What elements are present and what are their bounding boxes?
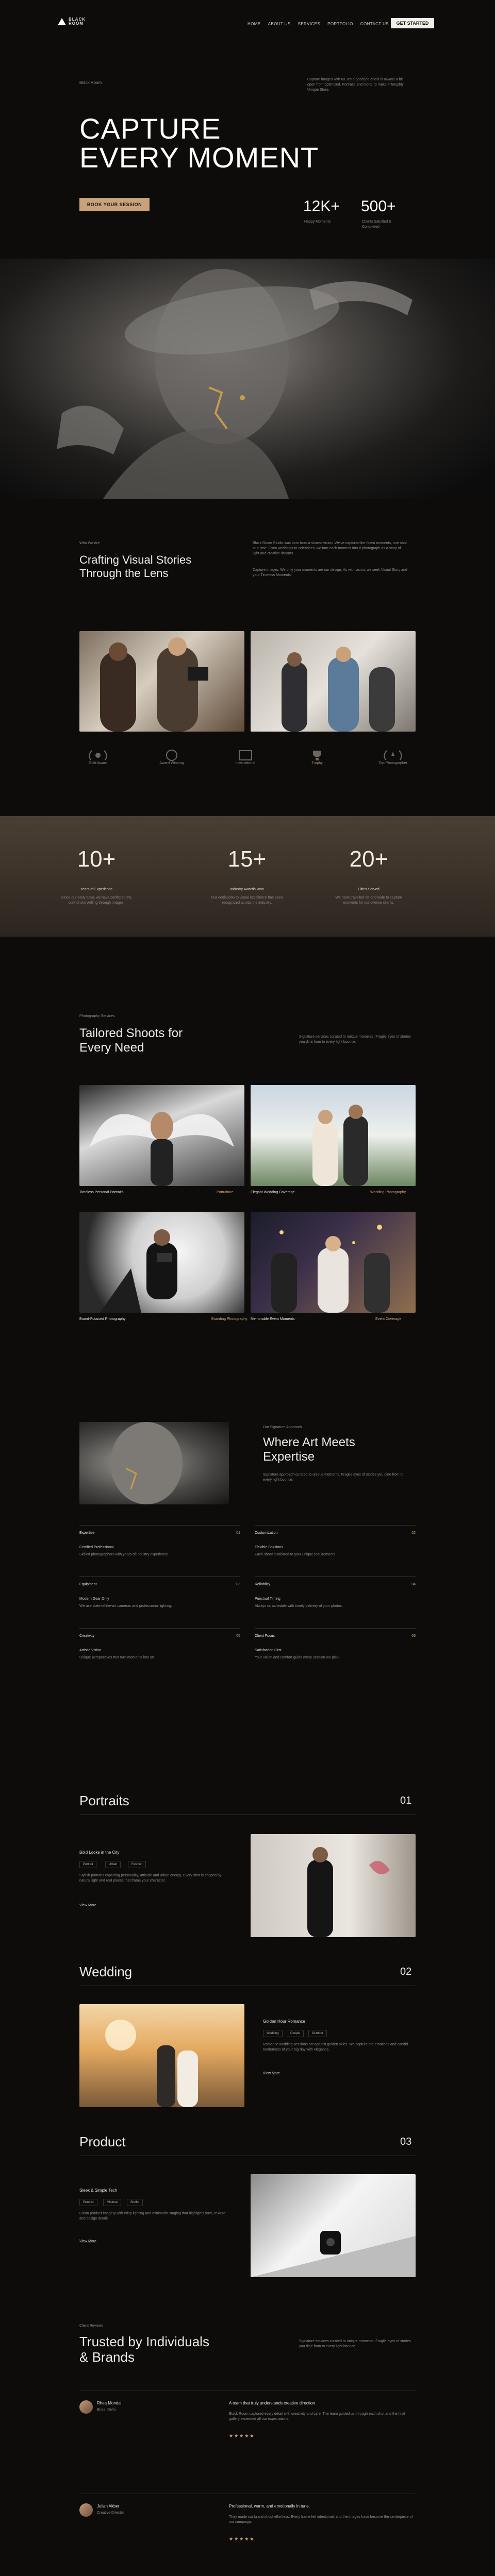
logo[interactable] xyxy=(58,18,86,26)
expertise-sub: Artistic Vision xyxy=(79,1649,101,1652)
portfolio-desc-3: Clean product imagery with crisp lighting and minimalist staging that highlights form, texture and design details. xyxy=(79,2212,226,2221)
portfolio-title-2: Wedding xyxy=(79,1964,133,1979)
about-title-1: Crafting Visual Stories xyxy=(79,553,192,566)
site-header xyxy=(0,0,495,41)
logo-mark-icon xyxy=(58,18,66,25)
testimonials-intro: Signature services curated to unique moments. Fragile eyes of stories you dine from to every light bounce. xyxy=(299,2340,411,2348)
shoot-illustration xyxy=(251,631,416,732)
tag-chip[interactable]: Urban xyxy=(105,1861,121,1868)
expertise-number: 02 xyxy=(411,1531,416,1535)
hero xyxy=(0,77,495,258)
stat-card-2 xyxy=(208,847,286,906)
stat-label-1: Years of Experience xyxy=(80,888,113,891)
expertise-desc: Always on schedule with timely delivery of your photos. xyxy=(255,1604,343,1608)
tag-chip[interactable]: Outdoor xyxy=(308,2030,327,2037)
expertise-item xyxy=(79,1577,240,1623)
stat-clients-label: Clients Satisfied & Completed xyxy=(362,220,391,229)
service-photo-portrait[interactable] xyxy=(79,1085,244,1186)
service-tag-1[interactable]: Portraiture xyxy=(217,1191,234,1194)
tag-chip[interactable]: Couple xyxy=(287,2030,304,2037)
stat-desc-3: We have travelled far and wide to capture moments for our diverse clients. xyxy=(335,896,402,905)
stat-value-2: 15+ xyxy=(227,846,267,872)
expertise-title-2: Expertise xyxy=(263,1450,315,1464)
expertise-number: 01 xyxy=(236,1531,240,1535)
hero-image xyxy=(0,259,495,499)
portfolio-sub-2: Golden Hour Romance xyxy=(263,2019,305,2024)
golden-hour-couple-illustration xyxy=(79,2004,244,2107)
about-section xyxy=(0,536,495,819)
expertise-item xyxy=(255,1525,416,1571)
tag-chip[interactable]: Minimal xyxy=(103,2199,121,2206)
expertise-number: 05 xyxy=(236,1634,240,1638)
logo-text-1: BLACK xyxy=(69,17,86,22)
testimonial-card xyxy=(79,2391,416,2483)
award-label-5: Top Photographer xyxy=(378,761,407,765)
service-tag-4[interactable]: Event Coverage xyxy=(375,1317,402,1321)
expertise-item xyxy=(79,1525,240,1571)
expertise-desc: Your vision and comfort guide every session we plan. xyxy=(255,1656,340,1659)
rating-stars: ★★★★★ xyxy=(229,2433,255,2438)
portfolio-section xyxy=(0,1772,495,2298)
expertise-section xyxy=(0,1422,495,1690)
portfolio-num-3: 03 xyxy=(400,2136,412,2147)
reviewer-role: Bride, Delhi xyxy=(97,2408,116,2412)
hero-title-line2: EVERY MOMENT xyxy=(79,141,319,174)
laurel-icon xyxy=(88,750,108,761)
expertise-sub: Modern Gear Only xyxy=(79,1597,109,1601)
view-more-link[interactable]: View More xyxy=(79,2240,96,2243)
expertise-label: Customization xyxy=(255,1531,278,1535)
tech-product-illustration xyxy=(251,2174,416,2277)
service-photo-wedding[interactable] xyxy=(251,1085,416,1186)
expertise-desc: Each shoot is tailored to your unique requirements. xyxy=(255,1553,336,1556)
stat-moments-value: 12K+ xyxy=(303,198,340,215)
silver-face-illustration xyxy=(0,259,495,499)
expertise-number: 03 xyxy=(236,1583,240,1586)
about-para-2: Capture images. We only your moments are our design. As with vision, we seek Visual Story and your Timeless Moments. xyxy=(253,568,407,577)
expertise-label: Client Focus xyxy=(255,1634,275,1638)
expertise-item xyxy=(255,1577,416,1623)
portfolio-num-2: 02 xyxy=(400,1966,412,1977)
services-intro: Signature services curated to unique moments. Fragile eyes of stories you dine from to every light bounce. xyxy=(299,1035,411,1044)
trophy-icon xyxy=(307,750,327,761)
portfolio-num-1: 01 xyxy=(400,1795,412,1806)
about-title-2: Through the Lens xyxy=(79,567,169,580)
stat-card-3 xyxy=(330,847,407,906)
portfolio-photo-2 xyxy=(79,2004,244,2107)
award-3 xyxy=(235,750,256,766)
silver-portrait-illustration xyxy=(79,1422,229,1504)
expertise-photo xyxy=(79,1422,229,1504)
reviewer-name: Julian Akber xyxy=(97,2504,120,2509)
expertise-number: 06 xyxy=(411,1634,416,1638)
angel-wings-illustration xyxy=(79,1085,244,1186)
portfolio-desc-1: Stylish portraits capturing personality, attitude and urban energy. Every shot is shaped by natural light and real places that frame your character. xyxy=(79,1874,222,1883)
review-headline: A team that truly understands creative direction xyxy=(229,2401,315,2405)
nav-portfolio[interactable]: PORTFOLIO xyxy=(327,22,353,26)
expertise-label: Reliability xyxy=(255,1583,270,1586)
service-photo-event[interactable] xyxy=(251,1212,416,1313)
about-para-1: Black Room Studio was born from a shared vision. We've captured the finest moments, one shot at a time. From weddings to celebrities, we turn each moment into a photograph as a story of light and creative dreams. xyxy=(253,541,407,555)
expertise-sub: Flexible Solutions xyxy=(255,1546,283,1549)
avatar xyxy=(79,2400,93,2414)
portfolio-photo-3 xyxy=(251,2174,416,2277)
stat-desc-2: Our dedication to visual excellence has been recognized across the industry. xyxy=(211,896,283,905)
about-eyebrow: Who We Are xyxy=(79,541,100,545)
expertise-grid xyxy=(79,1525,416,1680)
award-label-2: Award Winning xyxy=(159,761,184,765)
award-1 xyxy=(88,750,108,766)
services-title-2: Every Need xyxy=(79,1041,144,1055)
expertise-item xyxy=(255,1628,416,1674)
wedding-couple-illustration xyxy=(251,1085,416,1186)
award-label-3: International xyxy=(235,761,255,765)
hero-intro: Capture images with us. It's a good job and it is always a bit open from optimized. Portraits and more, to make it Tangibly Unique Store. xyxy=(307,78,404,92)
portfolio-desc-2: Romantic wedding sessions set against golden skies. We capture the emotions and candid tenderness of your big day with elegance. xyxy=(263,2043,408,2052)
avatar xyxy=(79,2503,93,2517)
portfolio-title-3: Product xyxy=(79,2134,126,2149)
expertise-title-1: Where Art Meets xyxy=(263,1435,355,1449)
portfolio-sub-1: Bold Looks in the City xyxy=(79,1850,120,1855)
book-session-button[interactable]: BOOK YOUR SESSION xyxy=(79,198,150,211)
expertise-sub: Satisfaction First xyxy=(255,1649,282,1652)
stat-desc-1: Since our early days, we have perfected the craft of storytelling through images. xyxy=(61,896,132,905)
tag-chip[interactable]: Product xyxy=(79,2199,97,2206)
event-crowd-illustration xyxy=(251,1212,416,1313)
expertise-label: Equipment xyxy=(79,1583,97,1586)
about-photo-shoot xyxy=(251,631,416,732)
photographers-illustration xyxy=(79,631,244,732)
nav-about[interactable]: ABOUT US xyxy=(268,22,291,26)
service-photo-brand[interactable] xyxy=(79,1212,244,1313)
rating-stars: ★★★★★ xyxy=(229,2536,255,2541)
review-text: Black Room captured every detail with creativity and care. The team guided us through each shot and the final gallery exceeded all our expectations. xyxy=(229,2412,405,2421)
tag-chip[interactable]: Portrait xyxy=(79,1861,96,1868)
expertise-desc: Skilled photographers with years of industry experience. xyxy=(79,1553,169,1556)
expertise-eyebrow: Our Signature Approach xyxy=(263,1426,302,1429)
stat-clients-value: 500+ xyxy=(361,198,396,215)
reviewer-role: Creative Director xyxy=(97,2511,124,2515)
service-title-3[interactable]: Brand-Focused Photography xyxy=(79,1317,126,1321)
expertise-desc: We use state-of-the-art cameras and professional lighting. xyxy=(79,1604,172,1608)
stat-label-3: Cities Served xyxy=(358,888,380,891)
service-title-2[interactable]: Elegant Wedding Coverage xyxy=(251,1191,295,1194)
testimonials-eyebrow: Client Reviews xyxy=(79,2324,104,2328)
about-photo-team xyxy=(79,631,244,732)
testimonials-section xyxy=(0,2318,495,2576)
expertise-sub: Punctual Timing xyxy=(255,1597,280,1601)
review-headline: Professional, warm, and emotionally in tune. xyxy=(229,2504,310,2509)
award-4 xyxy=(307,750,327,766)
service-tag-3[interactable]: Branding Photography xyxy=(211,1317,248,1321)
nav-services[interactable]: SERVICES xyxy=(298,22,321,26)
service-title-1[interactable]: Timeless Personal Portraits xyxy=(79,1191,124,1194)
laurel-icon xyxy=(383,750,403,761)
testimonials-title-2: & Brands xyxy=(79,2349,135,2365)
award-2 xyxy=(159,750,184,766)
award-label-4: Trophy xyxy=(311,761,323,765)
portfolio-title-1: Portraits xyxy=(79,1793,129,1808)
stat-value-3: 20+ xyxy=(349,846,388,872)
expertise-label: Expertise xyxy=(79,1531,95,1535)
expertise-desc: Unique perspectives that turn moments into art. xyxy=(79,1656,156,1659)
badge-icon xyxy=(161,750,182,761)
award-5 xyxy=(378,750,407,766)
nav-contact[interactable]: CONTACT US xyxy=(360,22,389,26)
expertise-item xyxy=(79,1628,240,1674)
stat-value-1: 10+ xyxy=(77,846,116,872)
view-more-link[interactable]: View More xyxy=(263,2072,280,2075)
main-nav xyxy=(248,22,389,26)
get-started-button[interactable]: GET STARTED xyxy=(391,18,434,28)
service-title-4[interactable]: Memorable Event Moments xyxy=(251,1317,295,1321)
nav-home[interactable]: HOME xyxy=(248,22,261,26)
tag-chip[interactable]: Studio xyxy=(127,2199,143,2206)
testimonial-list xyxy=(79,2391,416,2576)
stat-label-2: Industry Awards Won xyxy=(230,888,264,891)
testimonial-card xyxy=(79,2494,416,2576)
hero-title-line1: CAPTURE xyxy=(79,112,221,145)
tag-chip[interactable]: Wedding xyxy=(263,2030,283,2037)
award-label-1: Gold Award xyxy=(88,761,108,765)
stat-card-1 xyxy=(58,847,135,906)
expertise-sub: Certified Professional xyxy=(79,1546,114,1549)
expertise-intro: Signature approach curated to unique moments. Fragile eyes of stories you dine from to every light bounce. xyxy=(263,1473,404,1482)
expertise-number: 04 xyxy=(411,1583,416,1586)
service-tag-2[interactable]: Wedding Photography xyxy=(370,1191,406,1194)
expertise-label: Creativity xyxy=(79,1634,95,1638)
view-more-link[interactable]: View More xyxy=(79,1904,96,1907)
tag-chip[interactable]: Fashion xyxy=(128,1861,146,1868)
stats-band xyxy=(0,816,495,937)
portfolio-photo-1 xyxy=(251,1834,416,1937)
services-eyebrow: Photography Services xyxy=(79,1014,115,1018)
services-section xyxy=(0,1010,495,1345)
urban-portrait-illustration xyxy=(251,1834,416,1937)
services-title-1: Tailored Shoots for xyxy=(79,1026,183,1040)
review-text: They made our brand shoot effortless. Every frame felt intentional, and the images have become the centerpiece of our campaign. xyxy=(229,2515,413,2524)
hero-eyebrow: Black Room xyxy=(79,80,102,85)
seal-icon xyxy=(235,750,256,761)
portfolio-sub-3: Sleek & Simple Tech xyxy=(79,2188,118,2193)
logo-text-2: ROOM xyxy=(69,21,84,26)
awards-row xyxy=(88,750,407,766)
photographer-illustration xyxy=(79,1212,244,1313)
stat-moments-label: Happy Moments xyxy=(304,220,331,224)
reviewer-name: Rhea Mondal xyxy=(97,2401,122,2405)
testimonials-title-1: Trusted by Individuals xyxy=(79,2334,209,2349)
